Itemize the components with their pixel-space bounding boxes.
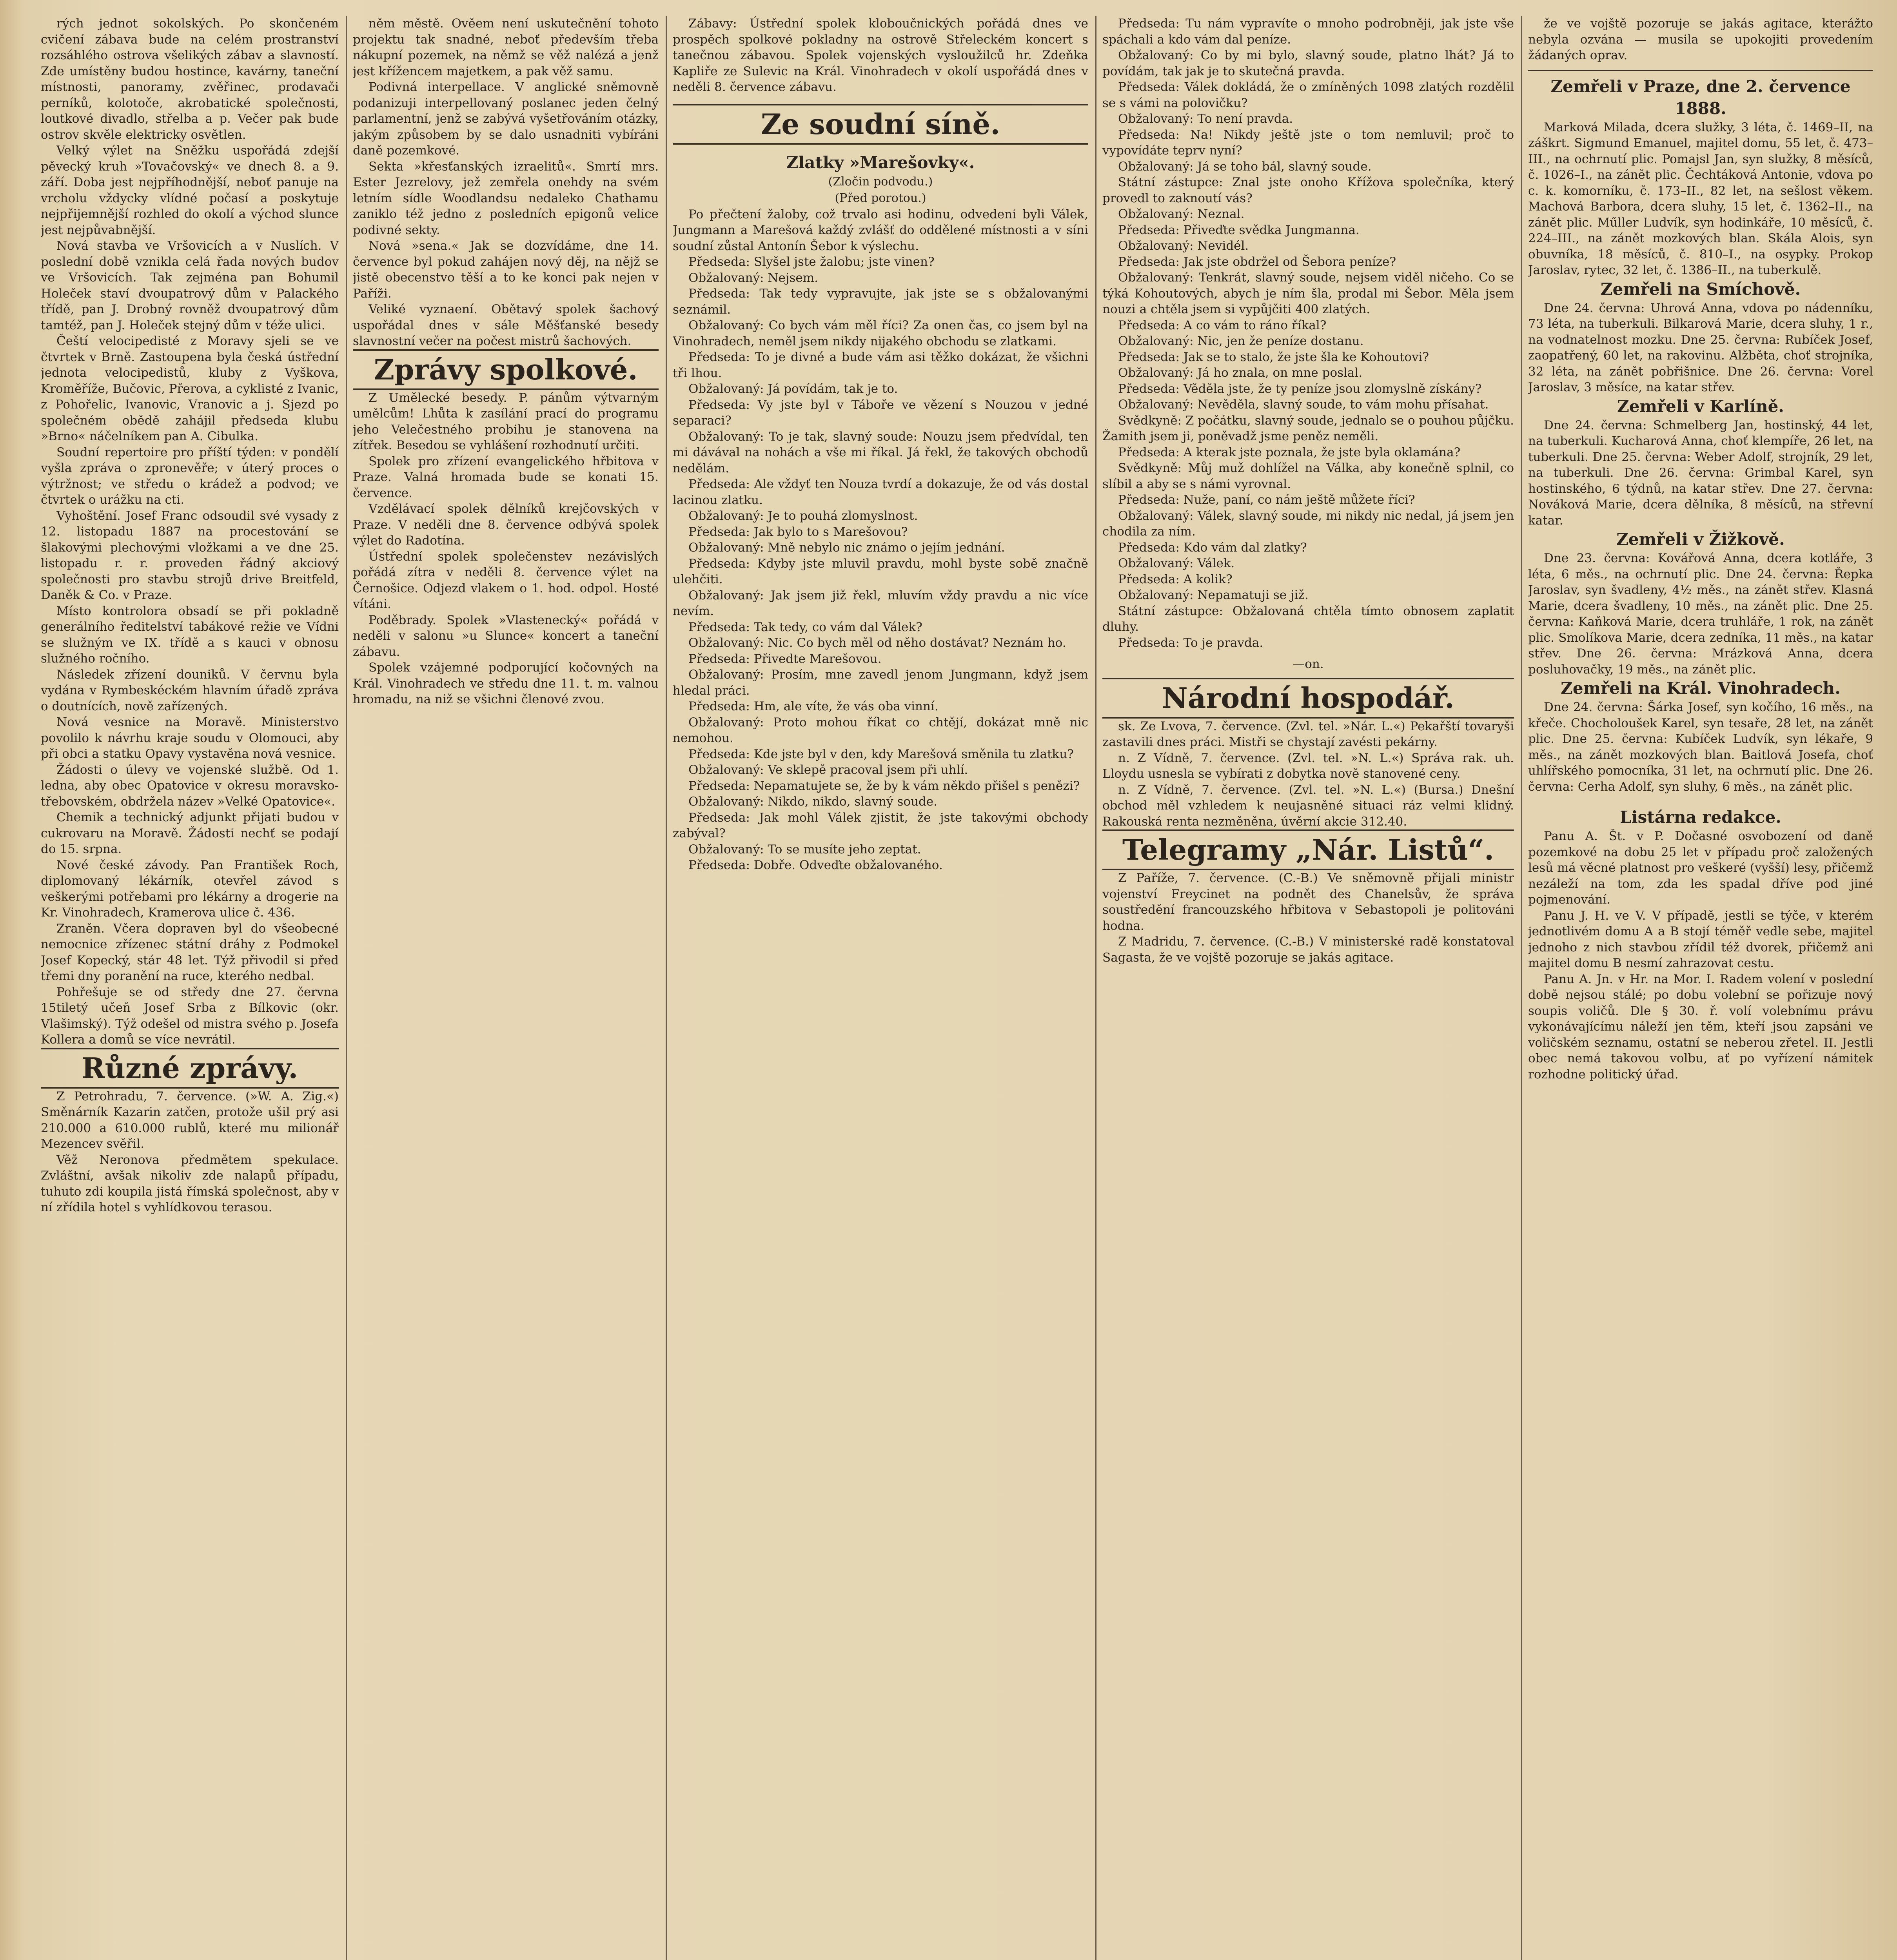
article-paragraph: Soudní repertoire pro příští týden: v pondělí vyšla zpráva o zpronevěře; v úterý proces o výtržnost; ve středu o krádež a podvod; ve čtvrtek o urážku na cti. xyxy=(41,445,339,507)
article-paragraph: Obžalovaný: Ve sklepě pracoval jsem při uhlí. xyxy=(688,763,968,777)
obituary-section-title: Zemřeli na Král. Vinohradech. xyxy=(1561,679,1841,698)
article-paragraph: Předseda: A kolik? xyxy=(1118,572,1233,586)
article-paragraph: Předseda: Jak jste obdržel od Šebora peníze? xyxy=(1118,254,1396,269)
article-paragraph: Obžalovaný: Nic, jen že peníze dostanu. xyxy=(1118,334,1364,348)
section-title: Telegramy „Nár. Listů“. xyxy=(1102,829,1514,870)
article-paragraph: Svědkyně: Můj muž dohlížel na Válka, aby konečně splnil, co slíbil a aby se s námi vyrovnal. xyxy=(1102,461,1514,491)
article-paragraph: Pohřešuje se od středy dne 27. června 15tiletý učeň Josef Srba z Bílkovic (okr. Vlašimský). Týž odešel od mistra svého p. Josefa Kollera a domů se více nevrátil. xyxy=(41,985,339,1047)
article-title-zlatky: Zlatky »Marešovky«. xyxy=(786,152,975,172)
obituary-list: Marková Milada, dcera služky, 3 léta, č. 1469–II, na záškrt. Sigmund Emanuel, majitel domu, 55 let, č. 473–III., na ochrnutí plic. Pomajsl Jan, syn služky, 8 měsíců, č. 1026–I., na zánět plic. Čechtáková Antonie, vdova po c. k. komorníku, č. 173–II., 82 let, na sešlost věkem. Machová Barbora, dcera sluhy, 15 let, č. 1362–II., na zánět plic. Műller Ludvík, syn hodinkáře, 10 měsíců, č. 224–III., na zánět mozkových blan. Skála Alois, syn obuvníka, 18 měsíců, č. 810–I., na osypky. Prokop Jaroslav, rytec, 32 let, č. 1386–II., na tuberkulě. xyxy=(1528,120,1873,277)
article-paragraph: Obžalovaný: Proto mohou říkat co chtějí, dokázat mně nic nemohou. xyxy=(673,715,1088,745)
obituary-list: Dne 23. června: Kovářová Anna, dcera kotláře, 3 léta, 6 měs., na ochrnutí plic. Dne 24. června: Řepka Jaroslav, syn švadleny, 4½ měs., na zánět střev. Klasná Marie, dcera švadleny, 10 měs., na zánět plic. Dne 25. června: Kaňková Marie, dcera truhláře, 1 rok, na zánět plic. Smolíkova Marie, dcera zedníka, 11 měs., na katar střev. Dne 26. června: Mrázková Anna, dcera posluhovačky, 19 měs., na zánět plic. xyxy=(1528,551,1873,677)
obituary-list: Dne 24. června: Schmelberg Jan, hostinský, 44 let, na tuberkuli. Kucharová Anna, choť klempíře, 26 let, na tuberkuli. Dne 25. června: Weber Adolf, strojník, 29 let, na tuberkuli. Dne 26. června: Grimbal Karel, syn hostinského, 6 týdnů, na katar střev. Dne 27. června: Nováková Marie, dcera dělníka, 8 měsíců, na střevní katar. xyxy=(1528,418,1873,528)
article-paragraph: Předseda: To je divné a bude vám asi těžko dokázat, že všichni tři lhou. xyxy=(673,350,1088,380)
section-title: Zprávy spolkové. xyxy=(353,349,659,390)
column-divider xyxy=(666,16,667,1960)
article-paragraph: Obžalovaný: Já povídám, tak je to. xyxy=(688,382,898,396)
column-3 xyxy=(673,16,1088,1960)
column-3-body xyxy=(673,207,1088,873)
article-paragraph: Obžalovaný: Nic. Co bych měl od něho dostávat? Neznám ho. xyxy=(688,636,1066,650)
article-paragraph: n. Z Vídně, 7. července. (Zvl. tel. »N. L.«) (Bursa.) Dnešní obchod měl vzhledem k neujasněné situaci ráz velmi klidný. Rakouská renta nezměněna, úvěrní akcie 312.40. xyxy=(1102,782,1514,829)
article-paragraph: Obžalovaný: Nevidél. xyxy=(1118,239,1249,253)
article-paragraph: Ústřední spolek společenstev nezávislých pořádá zítra v neděli 8. července výlet na Černošice. Odjezd vlakem o 1. hod. odpol. Hosté vítáni. xyxy=(353,549,659,611)
article-paragraph: Předseda: Kde jste byl v den, kdy Marešová směnila tu zlatku? xyxy=(688,747,1074,761)
column-4-body xyxy=(1102,16,1514,965)
article-paragraph: Obžalovaný: Nevěděla, slavný soude, to vám mohu přísahat. xyxy=(1118,397,1489,412)
article-paragraph: Obžalovaný: Co by mi bylo, slavný soude, platno lhát? Já to povídám, tak jak je to skutečná pravda. xyxy=(1102,48,1514,78)
article-paragraph: Obžalovaný: Prosím, mne zavedl jenom Jungmann, když jsem hledal práci. xyxy=(673,668,1088,698)
column-4 xyxy=(1102,16,1514,1960)
column-divider xyxy=(1521,16,1522,1960)
column-1 xyxy=(41,16,339,1960)
article-paragraph: Předseda: Jak mohl Válek zjistit, že jste takovými obchody zabýval? xyxy=(673,810,1088,840)
article-paragraph: Předseda: Slyšel jste žalobu; jste vinen? xyxy=(688,255,935,269)
article-paragraph: Obžalovaný: Je to pouhá zlomyslnost. xyxy=(688,509,918,523)
article-paragraph: Čeští velocipedisté z Moravy sjeli se ve čtvrtek v Brně. Zastoupena byla česká ústřední jednota velocipedistů, kluby z Vyškova, Kroměříže, Bučovic, Přerova, a cyklisté z Ivanic, z Pohořelic, Ivanovic, Vranovic a j. Sjezd po společném obědě zahájil předseda klubu »Brno« náčelníkem pan A. Cibulka. xyxy=(41,334,339,443)
article-paragraph: Obžalovaný: Tenkrát, slavný soude, nejsem viděl ničeho. Co se týká Kohoutových, abych je ním šla, prodal mi Šebor. Měla jsem nouzi a chtěla jsem si vypůjčiti 400 zlatých. xyxy=(1102,270,1514,316)
article-paragraph: Spolek pro zřízení evangelického hřbitova v Praze. Valná hromada bude se konati 15. července. xyxy=(353,454,659,500)
article-paragraph: Nová stavba ve Vršovicích a v Nuslích. V poslední době vznikla celá řada nových budov ve Vršovicích. Tak zejména pan Bohumil Holeček staví dvoupatrový dům v Palackého třídě, pan J. Drobný rovněž dvoupatrový dům tamtéž, pan J. Holeček stejný dům v téže ulici. xyxy=(41,239,339,332)
article-paragraph: Předseda: Tak tedy, co vám dal Válek? xyxy=(688,620,922,634)
article-paragraph: Předseda: Hm, ale víte, že vás oba vinní. xyxy=(688,699,939,713)
article-paragraph: Předseda: Nepamatujete se, že by k vám někdo přišel s penězi? xyxy=(688,779,1080,793)
article-paragraph: Věž Neronova předmětem spekulace. Zvláštní, avšak nikoliv zde nalapů případu, tuhuto zdi koupila jistá římská společnost, aby v ní zřídila hotel s vyhlídkovou terasou. xyxy=(41,1152,339,1214)
article-paragraph: n. Z Vídně, 7. července. (Zvl. tel. »N. L.«) Správa rak. uh. Lloydu usnesla se vybírati z dobytka nově stanovené ceny. xyxy=(1102,751,1514,781)
article-paragraph: Předseda: Vy jste byl v Táboře ve vězení s Nouzou v jedné separaci? xyxy=(673,397,1088,428)
column-divider xyxy=(346,16,347,1960)
editorial-letter: Panu A. Št. v P. Dočasné osvobození od daně pozemkové na dobu 25 let v případu proč založených lesů má věcné platnost pro veškeré (vyšší) lesy, přičemž nezáleží na tom, zda les spadal dříve pod jiné pojmenování. xyxy=(1528,829,1873,907)
article-paragraph: Vzdělávací spolek dělníků krejčovských v Praze. V neděli dne 8. července odbývá spolek výlet do Radotína. xyxy=(353,502,659,548)
article-paragraph: Následek zřízení douniků. V červnu byla vydána v Rymbeskéckém hlavním úřadě zpráva o doutnících, nově zařízených. xyxy=(41,667,339,713)
editorial-letter: Panu J. H. ve V. V případě, jestli se týče, v kterém jednotlivém domu A a B stojí téměř vedle sebe, majitel jednoho z nich stavbou zřídil též dvorek, přičemž ani majitel domu B nesmí zahrazovat cestu. xyxy=(1528,908,1873,970)
article-paragraph: Předseda: Jak bylo to s Marešovou? xyxy=(688,524,908,539)
article-paragraph: Předseda: Kdyby jste mluvil pravdu, mohl byste sobě značně ulehčiti. xyxy=(673,556,1088,586)
article-paragraph: Z Petrohradu, 7. července. (»W. A. Zig.«) Směnárník Kazarin zatčen, protože ušil prý asi 210.000 a 610.000 rublů, které mu milionář Mezencev svěřil. xyxy=(41,1089,339,1151)
article-paragraph: Svědkyně: Z počátku, slavný soude, jednalo se o pouhou půjčku. Žamith jsem ji, poněvadž jsme peněz neměli. xyxy=(1102,413,1514,443)
article-paragraph: rých jednot sokolských. Po skončeném cvičení zábava bude na celém prostranství rozsáhlého ostrova všelikých zábav a slavností. Zde umístěny budou hostince, kavárny, taneční místnosti, panoramy, zvěřinec, prodavači perníků, kolotoče, akrobatické společnosti, loutkové divadlo, střelba a p. Večer pak bude ostrov skvěle elektricky osvětlen. xyxy=(41,16,339,142)
section-title: Různé zprávy. xyxy=(41,1048,339,1089)
column-3-top-paragraph: Zábavy: Ústřední spolek kloboučnických pořádá dnes ve prospěch spolkové pokladny na ostrově Střeleckém koncert s tanečnou zábavou. Spolek vojenských vysloužilců hr. Zdeňka Kapliře ze Sulevic na Král. Vinohradech v okolí uspořádá dnes v neděli 8. července zábavu. xyxy=(673,16,1088,94)
article-paragraph: Nová vesnice na Moravě. Ministerstvo povolilo k návrhu kraje soudu v Olomouci, aby při obci a statku Opavy vystavěna nová vesnice. xyxy=(41,715,339,761)
article-paragraph: Předseda: Jak se to stalo, že jste šla ke Kohoutovi? xyxy=(1118,350,1429,364)
article-subtitle: (Před porotou.) xyxy=(835,191,926,205)
obituary-section-title: Zemřeli na Smíchově. xyxy=(1600,279,1801,299)
column-5 xyxy=(1528,16,1873,1960)
article-paragraph: Předseda: Věděla jste, že ty peníze jsou zlomyslně získány? xyxy=(1118,381,1482,396)
obituary-list: Dne 24. června: Šárka Josef, syn kočího, 16 měs., na křeče. Chocholoušek Karel, syn tesaře, 28 let, na zánět plic. Dne 25. června: Kubíček Ludvík, syn lékaře, 9 měs., na zánět mozkových blan. Baitlová Josefa, choť uhlířského pomocníka, 31 let, na ochrnutí plic. Dne 26. června: Cerha Adolf, syn sluhy, 6 měs., na zánět plic. xyxy=(1528,700,1873,794)
article-paragraph: Z Umělecké besedy. P. pánům výtvarným umělcům! Lhůta k zasílání prací do programu jeho Velečestného probihu je stanovena na zítřek. Besedou se vyhlášení rozhodnutí určiti. xyxy=(353,390,659,452)
article-paragraph: Obžalovaný: Nikdo, nikdo, slavný soude. xyxy=(688,795,938,809)
editorial-letters-title: Listárna redakce. xyxy=(1620,808,1781,827)
article-paragraph: Předseda: A co vám to ráno říkal? xyxy=(1118,318,1327,332)
editorial-letter: Panu A. Jn. v Hr. na Mor. I. Radem volení v poslední době nejsou stálé; po dobu volební se pořizuje nový soupis voličů. Dle § 30. ř. volí volebnímu právu vykonávajícímu náleží jen těm, kteří jsou zapsáni ve voličském seznamu, ostatní se neberou zřetel. II. Jestli obec nemá takovou volbu, ať po vyřízení námitek rozhodne politický úřad. xyxy=(1528,972,1873,1082)
section-title-court: Ze soudní síně. xyxy=(673,104,1088,145)
article-paragraph: Obžalovaný: Já se toho bál, slavný soude. xyxy=(1118,159,1372,174)
article-paragraph: Obžalovaný: To se musíte jeho zeptat. xyxy=(688,842,921,857)
article-paragraph: Předseda: To je pravda. xyxy=(1118,635,1263,650)
column-5-body xyxy=(1528,76,1873,1083)
article-paragraph: Po přečtení žaloby, což trvalo asi hodinu, odvedeni byli Válek, Jungmann a Marešová každý zvlášť do oddělené místnosti a v síni soudní zůstal Antonín Šebor k výslechu. xyxy=(673,207,1088,253)
article-paragraph: Předseda: Přiveďte svědka Jungmanna. xyxy=(1118,223,1360,237)
article-paragraph: sk. Ze Lvova, 7. července. (Zvl. tel. »Nár. L.«) Pekařští tovaryši zastavili dnes práci. Mistři se chystají zavésti pekárny. xyxy=(1102,719,1514,749)
article-paragraph: Předseda: Tu nám vypravíte o mnoho podrobněji, jak jste vše spáchali a kdo vám dal peníze. xyxy=(1102,16,1514,47)
article-paragraph: Chemik a technický adjunkt přijati budou v cukrovaru na Moravě. Žádosti nechť se podají do 15. srpna. xyxy=(41,810,339,856)
column-2-body xyxy=(353,16,659,708)
article-paragraph: Poděbrady. Spolek »Vlastenecký« pořádá v neděli v salonu »u Slunce« koncert a taneční zábavu. xyxy=(353,613,659,659)
article-paragraph: Velký výlet na Sněžku uspořádá zdejší pěvecký kruh »Tovačovský« ve dnech 8. a 9. září. Doba jest nejpříhodnější, neboť panuje na vrcholu vždycky vlídné počasí a poskytuje nejpřijemnější rozhled do okolí a východ slunce jest nejpůvabnější. xyxy=(41,143,339,237)
article-paragraph: Obžalovaný: Mně nebylo nic známo o jejím jednání. xyxy=(688,541,1005,555)
article-paragraph: Předseda: Kdo vám dal zlatky? xyxy=(1118,540,1307,555)
article-paragraph: Předseda: Válek dokládá, že o zmíněných 1098 zlatých rozdělil se s vámi na polovičku? xyxy=(1102,80,1514,110)
article-paragraph: Z Paříže, 7. července. (C.-B.) Ve sněmovně přijali ministr vojenství Freycinet na podnět des Chanelsův, že správa soustředění francouzského hřbitova v Sebastopoli je politováni hodna. xyxy=(1102,871,1514,933)
article-paragraph: Obžalovaný: Jak jsem již řekl, mluvím vždy pravdu a nic více nevím. xyxy=(673,588,1088,618)
article-paragraph: Vyhoštění. Josef Franc odsoudil své vysady z 12. listopadu 1887 na procestování se šlakovými plechovými vložkami a ve dne 25. listopadu r. r. proveden řádný akciový společnosti pro stavbu strojů drive Breitfeld, Daněk & Co. v Praze. xyxy=(41,508,339,602)
article-paragraph: Předseda: Tak tedy vypravujte, jak jste se s obžalovanými seznámil. xyxy=(673,287,1088,317)
column-2 xyxy=(353,16,659,1960)
article-paragraph: Obžalovaný: Neznal. xyxy=(1118,207,1245,221)
article-paragraph: Obžalovaný: Nejsem. xyxy=(688,270,819,285)
article-paragraph: Obžalovaný: To je tak, slavný soude: Nouzu jsem předvídal, ten mi dávával na nohách a vše mi říkal. Já řekl, že takových obchodů nedělám. xyxy=(673,429,1088,475)
article-paragraph: Obžalovaný: Co bych vám měl říci? Za onen čas, co jsem byl na Vinohradech, neměl jsem nikdy nijakého obchodu se zlatkami. xyxy=(673,318,1088,348)
article-paragraph: něm městě. Ověem není uskutečnění tohoto projektu tak snadné, neboť především třeba nákupní pozemek, na němž se věž nalézá a jenž jest křížencem majetkem, a pak věž samu. xyxy=(353,16,659,78)
article-paragraph: Předseda: A kterak jste poznala, že jste byla oklamána? xyxy=(1118,445,1461,459)
article-paragraph: Sekta »křesťanských izraelitů«. Smrtí mrs. Ester Jezrelovy, jež zemřela onehdy na svém letním sídle Woodlandsu nedaleko Chathamu zaniklo též jedno z posledních epigonů velice podivné sekty. xyxy=(353,159,659,237)
article-paragraph: Státní zástupce: Znal jste onoho Křížova společníka, který provedl to zaknoutí vás? xyxy=(1102,175,1514,205)
article-paragraph: Obžalovaný: Válek. xyxy=(1118,556,1235,570)
article-paragraph: Nová »sena.« Jak se dozvídáme, dne 14. července byl pokud zahájen nový děj, na nějž se jistě obecenstvo těší a to ke konci pak nejen v Paříži. xyxy=(353,239,659,301)
column-divider xyxy=(1095,16,1096,1960)
section-title: Národní hospodář. xyxy=(1102,678,1514,719)
article-paragraph: Veliké vyznaení. Obětavý spolek šachový uspořádal dnes v sále Měšťanské besedy slavnostní večer na počest mistrů šachových. xyxy=(353,302,659,348)
article-paragraph: Obžalovaný: Nepamatuji se již. xyxy=(1118,588,1309,602)
section-separator xyxy=(1528,70,1873,71)
article-paragraph: Z Madridu, 7. července. (C.-B.) V ministerské radě konstatoval Sagasta, že ve vojště pozoruje se jakás agitace. xyxy=(1102,935,1514,965)
article-paragraph: Předseda: Ale vždyť ten Nouza tvrdí a dokazuje, že od vás dostal lacinou zlatku. xyxy=(673,477,1088,507)
article-paragraph: Obžalovaný: To není pravda. xyxy=(1118,112,1293,126)
column-1-body xyxy=(41,16,339,1216)
obituary-section-title: Zemřeli v Karlíně. xyxy=(1617,396,1784,416)
article-paragraph: Místo kontrolora obsadí se při pokladně generálního ředitelství tabákové režie ve Vídni se služným ve IX. třídě a s kauci v obnosu služného ročního. xyxy=(41,604,339,666)
article-paragraph: Předseda: Přivedte Marešovou. xyxy=(688,652,882,666)
obituary-section-title: Zemřeli v Praze, dne 2. července 1888. xyxy=(1550,76,1851,118)
article-paragraph: Obžalovaný: Válek, slavný soude, mi nikdy nic nedal, já jsem jen chodila za ním. xyxy=(1102,508,1514,539)
signature: —on. xyxy=(1293,657,1324,671)
obituary-section-title: Zemřeli v Žižkově. xyxy=(1616,530,1785,549)
article-paragraph: Podivná interpellace. V anglické sněmovně podanizuji interpellovaný poslanec jeden čelný parlamentní, jenž se zabývá vyšetřováním otázky, jakým způsobem by se dalo usnadniti vybíráni daně pozemkové. xyxy=(353,80,659,158)
article-paragraph: Nové české závody. Pan František Roch, diplomovaný lékárník, otevřel závod s veškerými potřebami pro lékárny a drogerie na Kr. Vinohradech, Kramerova ulice č. 436. xyxy=(41,858,339,920)
article-paragraph: Žádosti o úlevy ve vojenské službě. Od 1. ledna, aby obec Opatovice v okresu moravsko-třebovském, obdržela název »Velké Opatovice«. xyxy=(41,762,339,809)
article-paragraph: Předseda: Nuže, paní, co nám ještě můžete říci? xyxy=(1118,493,1415,507)
article-paragraph: Spolek vzájemné podporující kočovných na Král. Vinohradech ve středu dne 11. t. m. valnou hromadu, na niž se všichni členové zvou. xyxy=(353,661,659,706)
article-paragraph: Předseda: Dobře. Odveďte obžalovaného. xyxy=(688,858,943,872)
obituary-list: Dne 24. června: Uhrová Anna, vdova po nádenníku, 73 léta, na tuberkuli. Bilkarová Marie, dcera sluhy, 1 r., na vodnatelnost mozku. Dne 25. června: Rubíček Josef, zaopatřený, 60 let, na rakovinu. Alžběta, choť strojníka, 32 léta, na zánět pobřišnice. Dne 26. června: Vorel Jaroslav, 3 měsíce, na katar střev. xyxy=(1528,301,1873,394)
article-paragraph: Zraněn. Včera dopraven byl do všeobecné nemocnice zřízenec státní dráhy z Podmokel Josef Kopecký, stár 48 let. Týž přivodil si před třemi dny poranění na ruce, kterého nedbal. xyxy=(41,921,339,983)
article-subtitle: (Zločin podvodu.) xyxy=(828,174,933,189)
article-paragraph: Státní zástupce: Obžalovaná chtěla tímto obnosem zaplatit dluhy. xyxy=(1102,604,1514,634)
column-5-top-paragraph: že ve vojště pozoruje se jakás agitace, kterážto nebyla ozvána — musila se upokojiti provedením žádaných oprav. xyxy=(1528,16,1873,62)
article-paragraph: Obžalovaný: Já ho znala, on mne poslal. xyxy=(1118,366,1363,380)
article-paragraph: Předseda: Na! Nikdy ještě jste o tom nemluvil; proč to vypovídáte teprv nyní? xyxy=(1102,127,1514,158)
